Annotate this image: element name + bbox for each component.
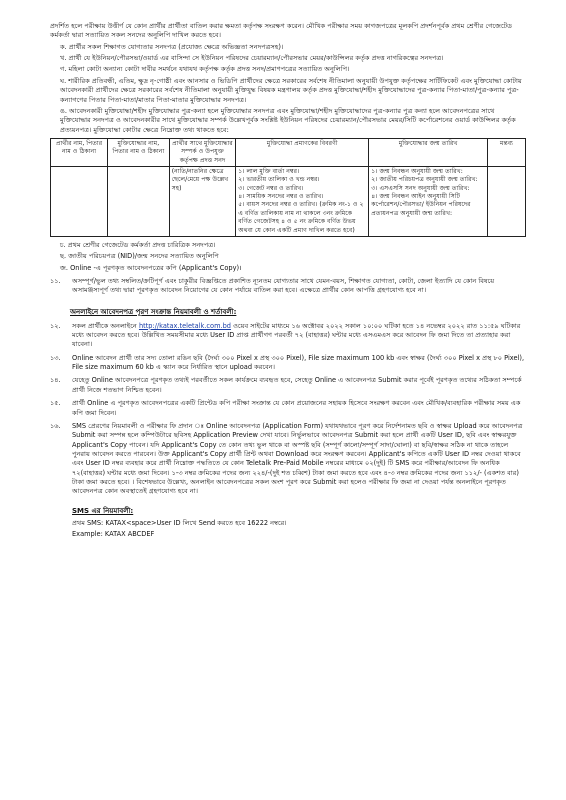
proof-item: ১। লাল মুক্তি বার্তা নম্বর। — [238, 168, 300, 176]
paragraph-text: প্রার্থী Online এ পূরণকৃত আবেদনপত্রের একটি প্রিন্টেড কপি পরীক্ষা সংক্রান্ত যে কোন প্রয়োজনের সহায়ক হিসেবে সংরক্ষণ করবেন এবং মৌখিক/ব্যবহারিক পরীক্ষার সময় এক কপি জমা দিবেন। — [72, 399, 521, 417]
paragraph-11 — [50, 277, 526, 296]
list-item: ছ. জাতীয় পরিচয়পত্র (NID)/জন্ম সনদের সত্যায়িত অনুলিপি — [60, 252, 219, 261]
list-item: জ. Online -এ পূরণকৃত আবেদনপত্রের কপি (Applicant's Copy)। — [60, 263, 242, 272]
table-header: প্রার্থীর নাম, পিতার নাম ও ঠিকানা — [51, 138, 108, 166]
paragraph-text — [72, 322, 526, 350]
table-cell — [51, 167, 108, 237]
proof-item: ৩। গেজেট নম্বর ও তারিখ। — [238, 184, 304, 192]
intro-paragraph: প্রদর্শিত হলে পরীক্ষায় উত্তীর্ণ যে কোন প্রার্থীর প্রার্থীতা বাতিল করার ক্ষমতা কর্তৃপক্ষ সংরক্ষণ করেন। মৌখিক পরীক্ষার সময় কাগজপত্রের মূলকপি প্রদর্শনপূর্বক প্রথম শ্রেণীর গেজেটেড কর্মকর্তা দ্বারা সত্যায়িত সকল সনদের অনুলিপি দাখিল করতে হবে। — [50, 22, 513, 40]
application-website-link[interactable]: http://katax.teletalk.com.bd — [138, 321, 231, 330]
table-header: মুক্তিযোদ্ধা প্রমাণকের বিবরণী — [236, 138, 369, 166]
birth-item: ১। জন্ম নিবন্ধন অনুযায়ী জন্ম তারিখ: — [371, 168, 463, 176]
list-item: খ. প্রার্থী যে ইউনিয়ন/পৌরসভা/ওয়ার্ড এর বাসিন্দা সে ইউনিয়ন পরিষদের চেয়ারম্যান/পৌরসভার মেয়র/কাউন্সিলর কর্তৃক প্রদত্ত নাগরিকত্বের সনদপত্র। — [60, 54, 444, 63]
paragraph-text-post: ওয়েব সাইটের মাধ্যমে ১৬ অক্টোবর ২০২২ সকাল ১০:০০ ঘটিকা হতে ১৪ নভেম্বর ২০২২ রাত ১১:৫৯ ঘটিকার মধ্যে আবেদন করতে হবে। উল্লিখিত সময়সীমার মধ্যে User ID প্রাপ্ত প্রার্থীগণ পরবর্তী ৭২ (বাহাত্তর) ঘন্টার মধ্যে এসএমএস করে আবেদন ফি জমা দিতে তা প্রত্যাহার করা যাবেনা। — [72, 321, 521, 349]
paragraph-text: SMS প্রেরণের নিয়মাবলী ও পরীক্ষার ফি প্রদান ঃ Online আবেদনপত্র (Application Form) যথাযথভাবে পূরণ করে নির্দেশনামত ছবি ও স্বাক্ষর Upload করে আবেদনপত্র Submit করা সম্পন্ন হলে কম্পিউটারে ছবিসহ Application Preview দেখা যাবে। নির্ভুলভাবে আবেদনপত্র Submit করা হলে প্রার্থী একটি User ID, ছবি এবং স্বাক্ষরযুক্ত Applicant's Copy পাবেন। যদি Applicant's Copy তে কোন তথ্য ভুল থাকে বা অস্পষ্ট ছবি (সম্পূর্ণ কালো/সম্পূর্ণ সাদা/ঘোলা) বা ছবি/স্বাক্ষর সঠিক না থাকে তাহলে পুনরায় আবেদন করতে পারবেন। উক্ত Applicant's Copy প্রার্থী প্রিন্ট অথবা Download করে সংরক্ষণ করবেন। Applicant's কপিতে একটি User ID নম্বর দেওয়া থাকবে এবং User ID নম্বর ব্যবহার করে প্রার্থী নিম্নোক্ত পদ্ধতিতে যে কোন Teletalk Pre-Paid Mobile নম্বরের মাধ্যমে ০২(দুই) টি SMS করে পরীক্ষার/আবেদন ফি অনধিক ৭২(বাহাত্তর) ঘন্টার মধ্যে জমা দিবেন। ১-৩ নম্বর ক্রমিকের পদের জন্য ২২৪/-(দুই শত চব্বিশ) টাকা জমা করতে হবে এবং ৪-৩ নম্বর ক্রমিকের পদের জন্য ১১২/- (একশত বার) টাকা জমা করতে হবে। । বিশেষভাবে উল্লেখ্য, অনলাইন আবেদনপত্রের সকল অংশ পূরণ করে Submit করা হলেও পরীক্ষার ফি জমা না দেওয়া পর্যন্ত অনলাইনে পূরণকৃত আবেদনপত্র কোন অবস্থাতেই গ্রহণযোগ্য হবে না। — [72, 421, 523, 496]
table-cell — [108, 167, 170, 237]
list-item: ঙ. আবেদনকারী মুক্তিযোদ্ধা/শহীদ মুক্তিযোদ্ধার পুত্র-কন্যা হলে মুক্তিযোদ্ধার সনদপত্র এবং মুক্তিযোদ্ধা/শহীদ মুক্তিযোদ্ধাদের পুত্র-কন্যার পুত্র কন্যা হলে আবেদনপত্রের সাথে মুক্তিযোদ্ধার সনদপত্র ও আবেদনকারীর সাথে মুক্তিযোদ্ধার সম্পর্ক উল্লেখপূর্বক সংশ্লিষ্ট ইউনিয়ন পরিষদের চেয়ারম্যান/পৌরসভার মেয়র/সিটি কর্পোরেশনের ওয়ার্ড কাউন্সিলর কর্তৃক প্রত্যয়নপত্র। মুক্তিযোদ্ধা কোটার ক্ষেত্রে নিম্নোক্ত তথ্য থাকতে হবে: — [60, 106, 516, 134]
table-header: প্রার্থীর সাথে মুক্তিযোদ্ধার সম্পর্ক ও উপযুক্ত কর্তৃপক্ষ প্রদত্ত সনদ — [169, 138, 236, 166]
remarks-cell — [488, 167, 526, 237]
additional-documents-list — [50, 241, 526, 273]
list-item: চ. প্রথম শ্রেণীর গেজেটেড কর্মকর্তা প্রদত্ত চারিত্রিক সনদপত্র। — [60, 240, 216, 249]
paragraph-16 — [50, 422, 526, 497]
birth-item: ৩। এসএসসি সনদ অনুযায়ী জন্ম তারিখ: — [371, 184, 470, 192]
table-header-row — [51, 138, 526, 166]
paragraph-number: ১১. — [50, 276, 61, 285]
relation-cell: (নাতি/নাতনির ক্ষেত্রে ছেলে/মেয়ে পক্ষ উল্লেখ সহ) — [169, 167, 236, 237]
proof-item: ২। ভারতীয় তালিকা ও খন্ড নম্বর। — [238, 176, 320, 184]
table-row — [51, 167, 526, 237]
birth-item: ৪। জন্ম নিবন্ধন আইন অনুযায়ী সিটি কর্পোরেশন/পৌরসভা/ ইউনিয়ন পরিষদের প্রত্যয়নপত্র অনুযায়ী জন্ম তারিখ: — [371, 193, 471, 217]
paragraph-number: ১২. — [50, 321, 61, 330]
paragraph-text: অসম্পূর্ণ/ভুল তথ্য সম্বলিত/ক্রটিপূর্ণ এবং চাকুরীর বিজ্ঞপ্তিতে প্রকাশিত ন্যূনতম যোগ্যতার সাথে যেমন-বয়স, শিক্ষাগত যোগ্যতা, কোটা, জেলা ইত্যাদি যে কোন বিষয়ে অসামঞ্জস্যপূর্ণ তথ্য দ্বারা পূরণকৃত আবেদন নিয়োগের যে কোন পর্যায়ে বাতিল করা হবে। এক্ষেত্রে প্রার্থীর কোন আপত্তি গ্রহণযোগ্য হবে না। — [72, 276, 495, 295]
paragraph-number: ১৪. — [50, 376, 61, 385]
paragraph-12 — [50, 322, 526, 350]
proof-cell — [236, 167, 369, 237]
birth-date-cell — [369, 167, 488, 237]
sms-instruction: প্রথম SMS: KATAX<space>User ID লিখে Send করতে হবে 16222 নম্বরে। — [72, 518, 287, 527]
paragraph-14 — [50, 376, 526, 395]
table-header: মুক্তিযোদ্ধার জন্ম তারিখ — [369, 138, 488, 166]
list-item: ঘ. শারীরিক প্রতিবন্ধী, এতিম, ক্ষুদ্র নৃ-গোষ্ঠী এবং আনসার ও ভিডিপি প্রার্থীদের ক্ষেত্রে সরকারের সর্বশেষ নীতিমালা অনুযায়ী উপযুক্ত কর্তৃপক্ষের সার্টিফিকেট এবং মুক্তিযোদ্ধা কোটায় আবেদনকারী প্রার্থীদের ক্ষেত্রে সরকারের সর্বশেষ নীতিমালা অনুযায়ী মুক্তিযুদ্ধ বিষয়ক মন্ত্রণালয় কর্তৃক প্রদত্ত মুক্তিযোদ্ধা/শহীদ মুক্তিযোদ্ধাদের পুত্র-কন্যার পিতা-মাতা/পুত্র-কন্যার পুত্র-কন্যাগণের পিতার পিতা-মাতা/মাতার পিতা-মাতার মুক্তিযোদ্ধার সনদপত্র। — [60, 76, 522, 104]
paragraph-15 — [50, 399, 526, 418]
section-title: অনলাইনে আবেদনপত্র পূরণ সংক্রান্ত নিয়মাবলী ও শর্তাবলী: — [70, 307, 237, 316]
table-header: মন্তব্য — [488, 138, 526, 166]
proof-item: ৫। বায়স সনদের নম্বর ও তারিখ। (ক্রমিক নং-১ ও ২ এ বর্ণিত তালিকায় নাম না থাকলে ৩নং ক্রমিকে বর্ণিত গেজেটসহ ৪ ও ৫ নং ক্রমিকে বর্ণিত উভয় অথবা যে কোন একটি প্রমাণ দাখিল করতে হবে) — [238, 201, 364, 234]
freedom-fighter-info-table — [50, 138, 526, 237]
proof-item: ৪। সাময়িক সনদের নম্বর ও তারিখ। — [238, 193, 324, 201]
paragraph-13 — [50, 354, 526, 373]
paragraph-number: ১৬. — [50, 421, 61, 430]
paragraph-text-pre: সকল প্রার্থীকে অনলাইনে — [72, 321, 137, 330]
paragraph-text: Online আবেদন প্রার্থী তার সদ্য তোলা রঙিন ছবি (দৈর্ঘ্য ৩০০ Pixel x প্রস্থ ৩০০ Pixel), File size maximum 100 kb এবং স্বাক্ষর (দৈর্ঘ্য ৩০০ Pixel x প্রস্থ ৮০ Pixel), File size maximum 60 kb এ স্ক্যান করে নির্ধারিত স্থানে upload করবেন। — [72, 353, 525, 372]
paragraph-text: যেহেতু Online আবেদনপত্রে পূরণকৃত তথ্যই পরবর্তীতে সকল কার্যক্রমে ব্যবহৃত হবে, সেহেতু Online এ আবেদনপত্র Submit করার পূর্বেই পূরণকৃত তথ্যের সঠিকতা সম্পর্কে প্রার্থী নিজে শতভাগ নিশ্চিত হবেন। — [72, 376, 522, 394]
list-item: ক. প্রার্থীর সকল শিক্ষাগত যোগ্যতার সনদপত্র (প্রযোজ্য ক্ষেত্রে অভিজ্ঞতা সনদপত্রসহ)। — [60, 42, 284, 51]
birth-item: ২। জাতীয় পরিচয়পত্র অনুযায়ী জন্ম তারিখ: — [371, 176, 478, 184]
list-item: গ. মহিলা কোটা অন্যান্য কোটা দাবীর সমর্থনে যথাযথ কর্তৃপক্ষ কর্তৃক প্রদত্ত সনদ/প্রমাণপত্রের সত্যায়িত অনুলিপি। — [60, 65, 350, 74]
sms-example: Example: KATAX ABCDEF — [72, 530, 155, 539]
paragraph-number: ১৩. — [50, 353, 61, 362]
table-header: মুক্তিযোদ্ধার নাম, পিতার নাম ও ঠিকানা — [108, 138, 170, 166]
required-documents-list — [50, 43, 526, 135]
paragraph-number: ১৫. — [50, 399, 61, 408]
sms-rules-title: SMS এর নিয়মাবলী: — [72, 506, 134, 515]
